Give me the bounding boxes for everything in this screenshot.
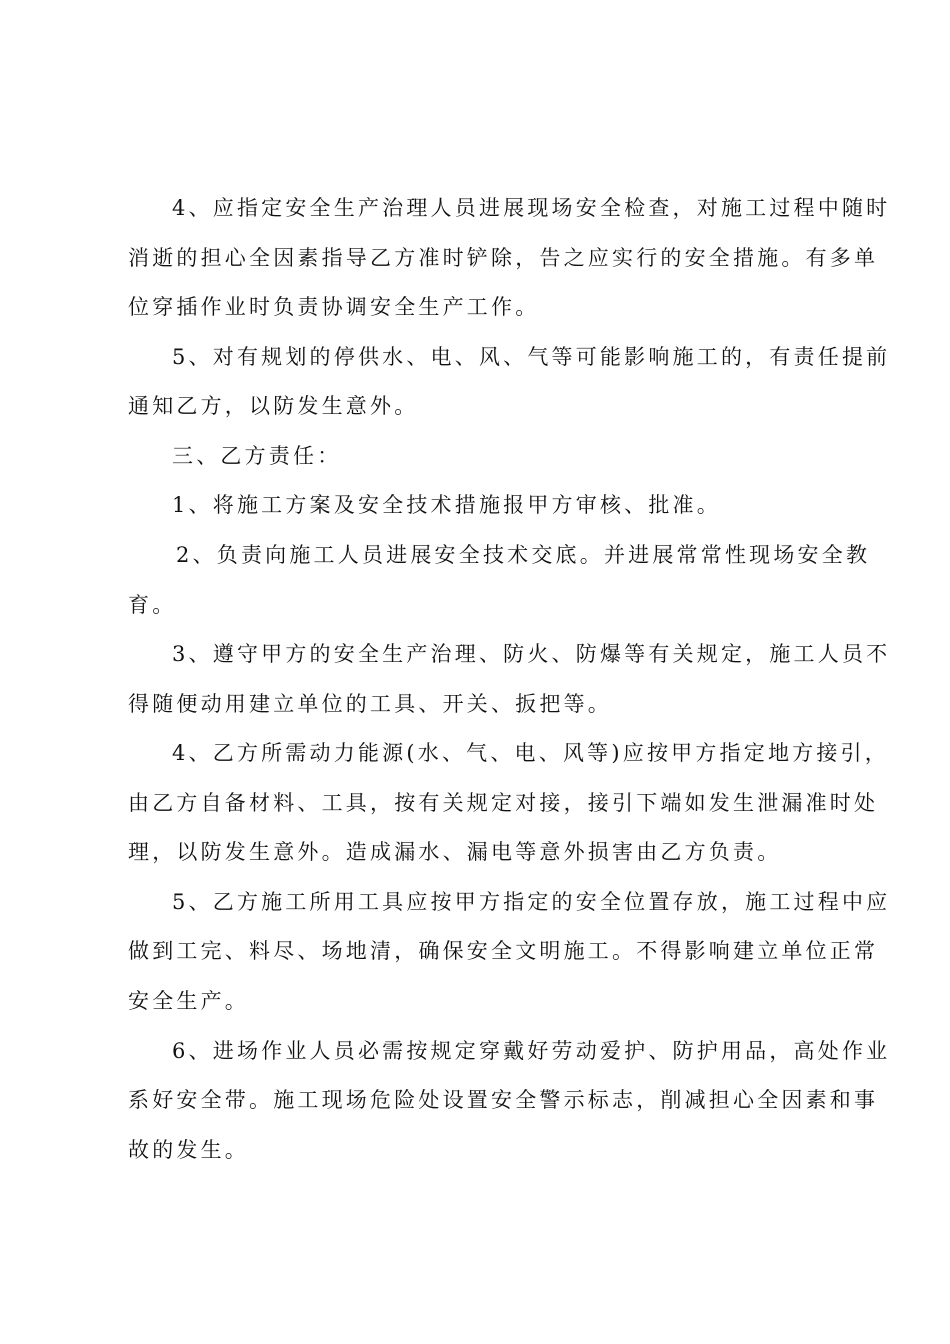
item-6-line-1: 6、进场作业人员必需按规定穿戴好劳动爱护、防护用品，高处作业: [172, 1039, 891, 1063]
item-4-line-1: 4、乙方所需动力能源(水、气、电、风等)应按甲方指定地方接引，: [172, 741, 889, 765]
paragraph-4-line-1: 4、应指定安全生产治理人员进展现场安全检查，对施工过程中随时: [172, 196, 891, 220]
paragraph-4-line-3: 位穿插作业时负责协调安全生产工作。: [128, 295, 540, 319]
item-4-line-3: 理，以防发生意外。造成漏水、漏电等意外损害由乙方负责。: [128, 840, 782, 864]
item-4-line-2: 由乙方自备材料、工具，按有关规定对接，接引下端如发生泄漏准时处: [128, 791, 879, 815]
item-2-line-1: 2、负责向施工人员进展安全技术交底。并进展常常性现场安全教: [176, 543, 871, 567]
paragraph-4-line-2: 消逝的担心全因素指导乙方准时铲除，告之应实行的安全措施。有多单: [128, 246, 879, 270]
item-6-line-3: 故的发生。: [128, 1138, 249, 1162]
item-3-line-2: 得随便动用建立单位的工具、开关、扳把等。: [128, 692, 612, 716]
item-6-line-2: 系好安全带。施工现场危险处设置安全警示标志，削减担心全因素和事: [128, 1088, 879, 1112]
item-5-line-3: 安全生产。: [128, 989, 249, 1013]
item-2-line-2: 育。: [128, 593, 177, 617]
item-5-line-2: 做到工完、料尽、场地清，确保安全文明施工。不得影响建立单位正常: [128, 939, 879, 963]
item-1-line-1: 1、将施工方案及安全技术措施报甲方审核、批准。: [172, 493, 721, 517]
paragraph-5-line-1: 5、对有规划的停供水、电、风、气等可能影响施工的，有责任提前: [172, 345, 891, 369]
paragraph-5-line-2: 通知乙方，以防发生意外。: [128, 394, 419, 418]
item-5-line-1: 5、乙方施工所用工具应按甲方指定的安全位置存放，施工过程中应: [172, 890, 891, 914]
item-3-line-1: 3、遵守甲方的安全生产治理、防火、防爆等有关规定，施工人员不: [172, 642, 891, 666]
section-heading-party-b: 三、乙方责任：: [172, 444, 342, 468]
